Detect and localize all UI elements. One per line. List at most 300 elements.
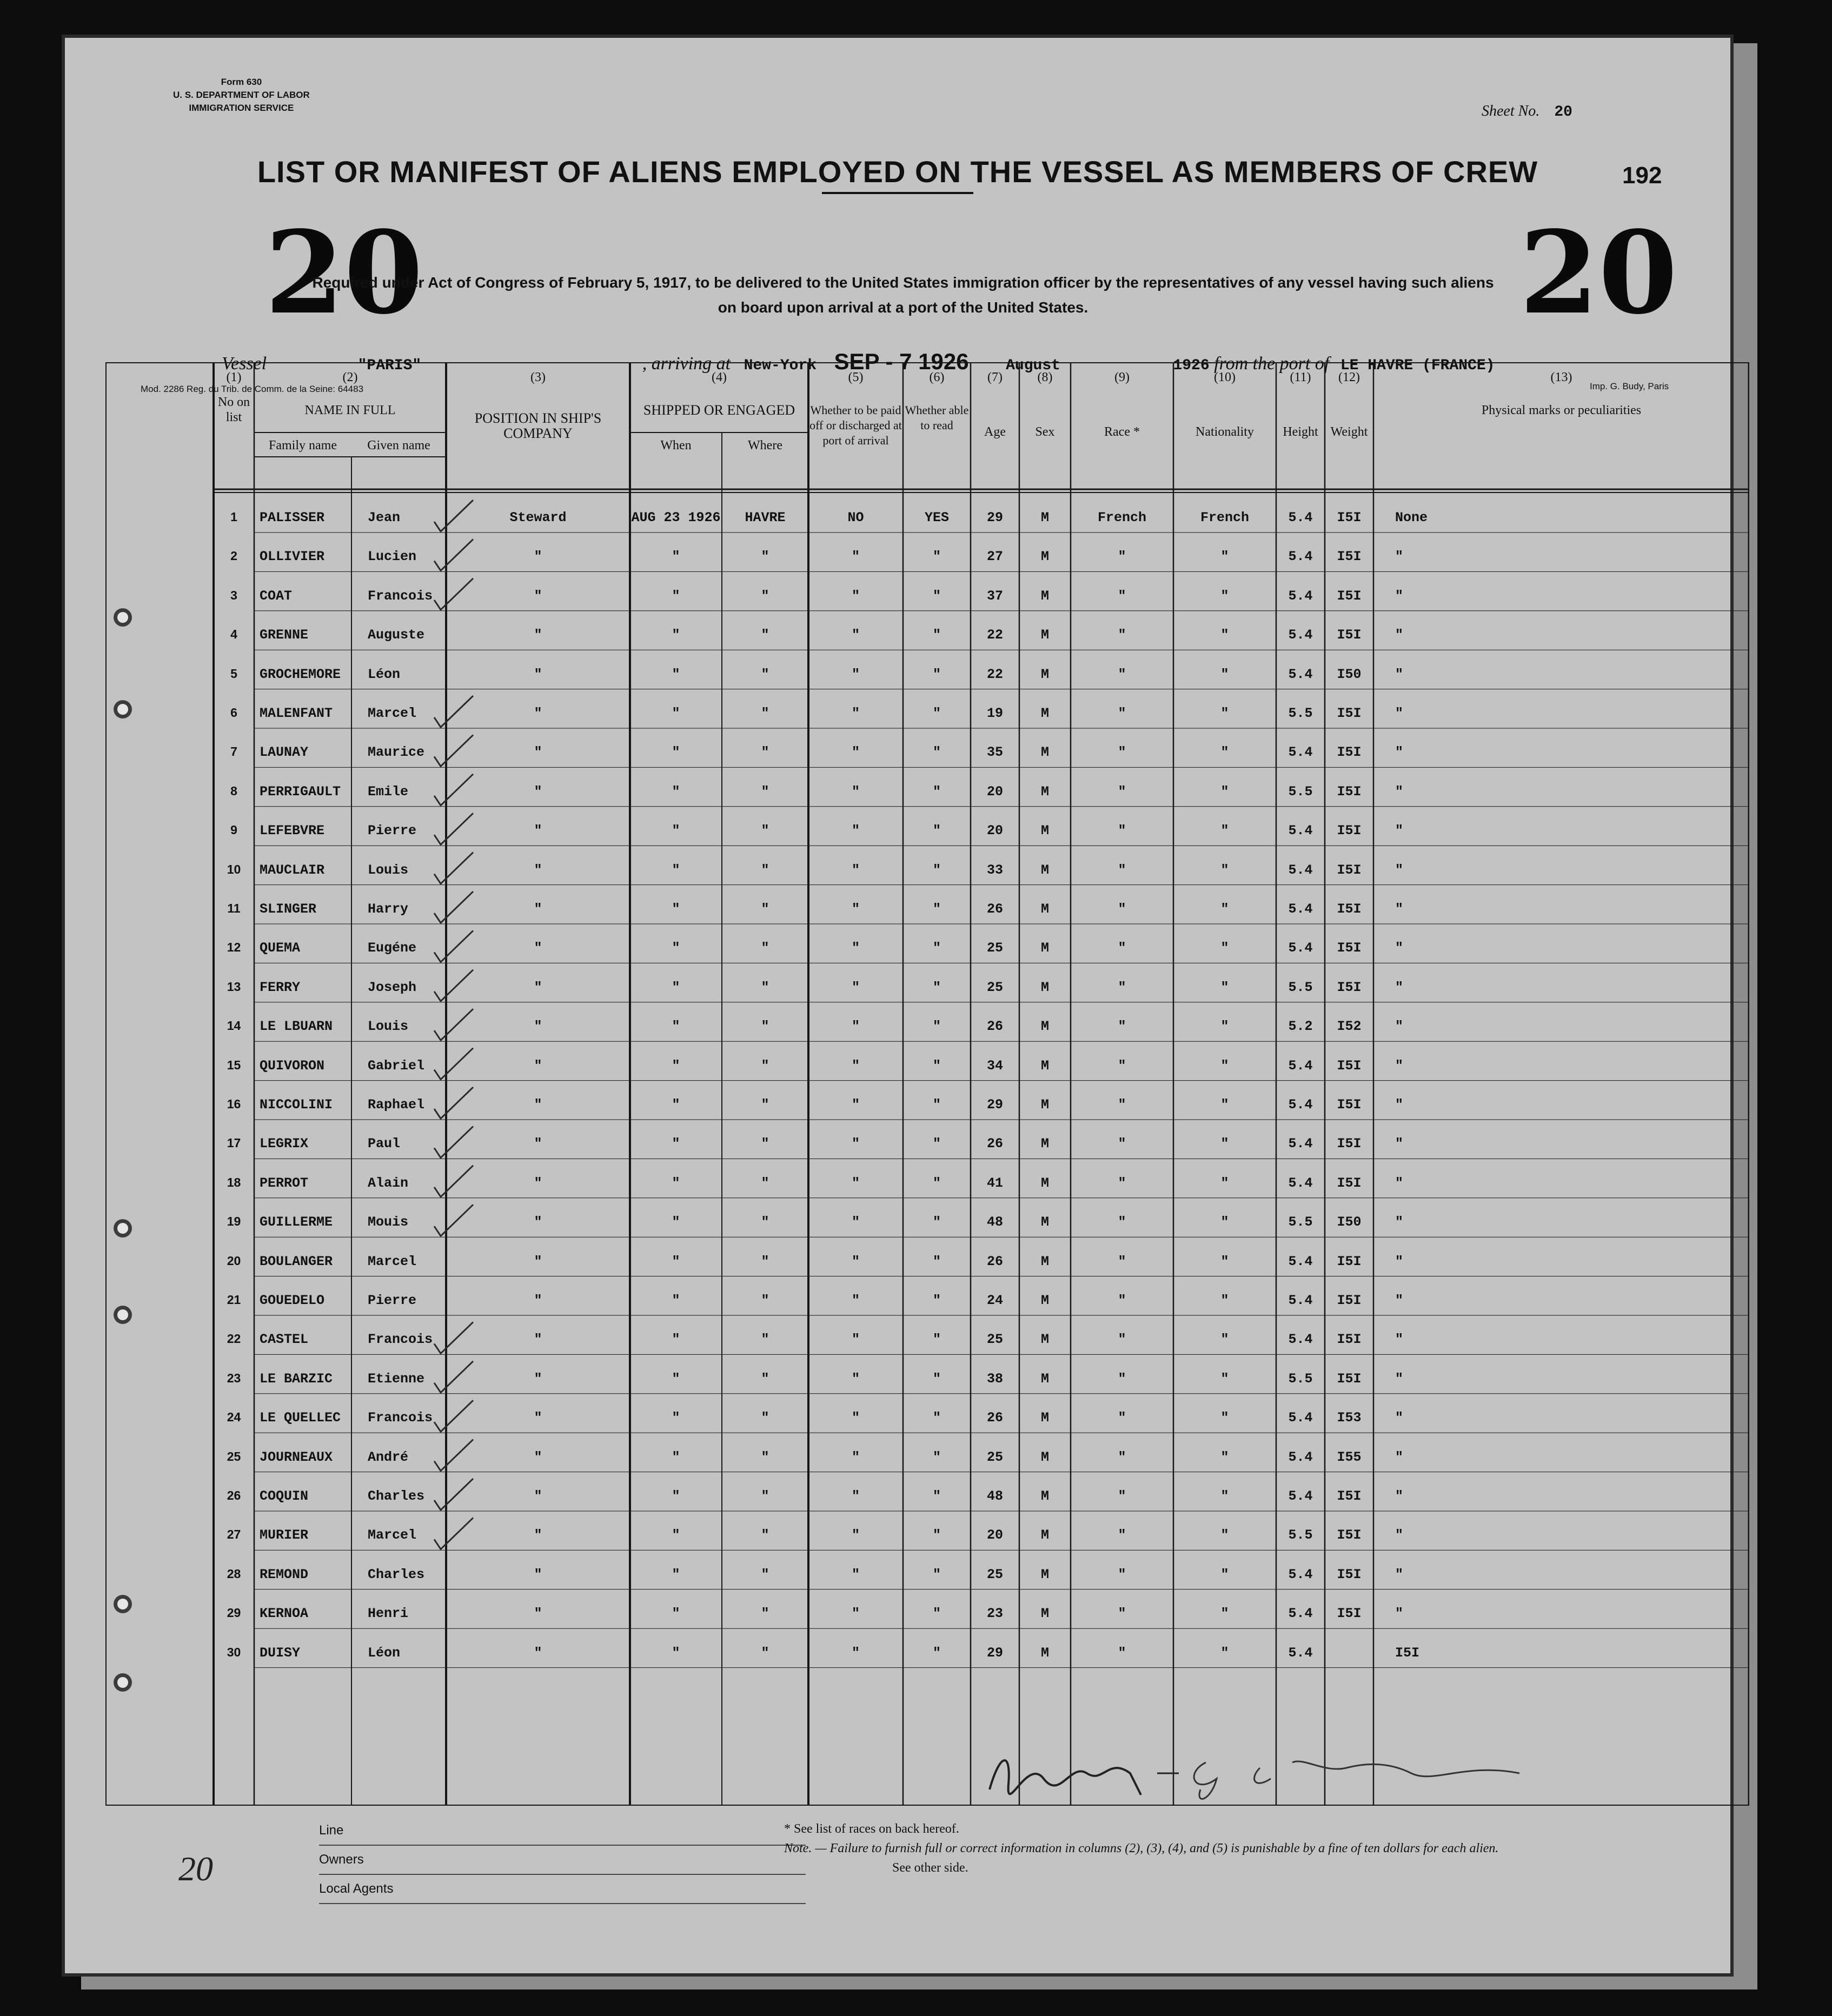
shipped-when: ": [672, 666, 680, 682]
age: 29: [986, 1097, 1003, 1113]
position: ": [534, 706, 542, 721]
physical-marks: I5I: [1395, 1645, 1420, 1661]
weight: I5I: [1337, 588, 1362, 604]
position: ": [534, 744, 542, 761]
shipped-when: ": [672, 1370, 680, 1387]
family-name: KERNOA: [260, 1606, 309, 1622]
family-name: MURIER: [260, 1527, 309, 1543]
given-name: Léon: [368, 666, 401, 682]
column-number: (9): [1114, 370, 1130, 384]
shipped-when: AUG 23 1926: [631, 510, 721, 525]
age: 26: [986, 1019, 1003, 1035]
race: ": [1118, 1566, 1126, 1582]
family-name: PALISSER: [260, 510, 325, 525]
race: ": [1118, 588, 1126, 604]
weight: I5I: [1337, 979, 1362, 995]
position: ": [534, 549, 542, 565]
height: 5.4: [1288, 1057, 1313, 1074]
height: 5.5: [1288, 1370, 1313, 1387]
sex: M: [1040, 1057, 1049, 1074]
race: ": [1118, 1527, 1126, 1543]
shipped-where: ": [761, 862, 769, 878]
physical-marks: ": [1395, 1057, 1404, 1074]
column-header-name-in-full: NAME IN FULL: [304, 403, 396, 417]
row-number: 30: [227, 1645, 241, 1659]
race: ": [1118, 1136, 1126, 1152]
age: 20: [986, 783, 1003, 800]
height: 5.4: [1288, 666, 1313, 682]
position: ": [534, 1214, 542, 1230]
able-to-read: ": [932, 1527, 941, 1543]
nationality: ": [1220, 1214, 1229, 1230]
column-header-paid-off: Whether to be paid off or discharged at port of arrival: [809, 403, 902, 447]
paid-off: ": [851, 706, 860, 721]
physical-marks: ": [1395, 1488, 1404, 1504]
nationality: ": [1220, 1606, 1229, 1622]
weight: I5I: [1337, 1370, 1362, 1387]
row-number: 5: [230, 666, 237, 681]
sheet-number: [1482, 103, 1572, 121]
footer-owners-label: Owners: [319, 1846, 806, 1875]
paid-off: ": [851, 1214, 860, 1230]
weight: I50: [1337, 1214, 1362, 1230]
physical-marks: ": [1395, 862, 1404, 878]
row-number: 19: [227, 1214, 241, 1229]
column-header-position: POSITION IN SHIP'S COMPANY: [474, 410, 602, 441]
paid-off: ": [851, 1370, 860, 1387]
shipped-when: ": [672, 1019, 680, 1035]
age: 25: [986, 1449, 1003, 1465]
departure-port: LE HAVRE (FRANCE): [1340, 357, 1495, 374]
sex: M: [1040, 1253, 1049, 1269]
column-number: (1): [226, 370, 242, 384]
weight: I5I: [1337, 1332, 1362, 1348]
row-number: 18: [227, 1175, 241, 1189]
departure-year: 1926: [1173, 357, 1210, 374]
family-name: LEGRIX: [260, 1136, 309, 1152]
race: ": [1118, 979, 1126, 995]
paid-off: ": [851, 823, 860, 839]
weight: I5I: [1337, 627, 1362, 643]
nationality: ": [1220, 666, 1229, 682]
registry-line: Mod. 2286 Reg. du Trib. de Comm. de la Seine: 64483: [141, 384, 364, 394]
column-header-height: Height: [1283, 425, 1318, 439]
height: 5.5: [1288, 1214, 1313, 1230]
column-header-sex: Sex: [1035, 425, 1055, 439]
paid-off: ": [851, 979, 860, 995]
column-header-where: Where: [748, 438, 782, 453]
nationality: ": [1220, 588, 1229, 604]
column-number: (7): [987, 370, 1003, 384]
position: ": [534, 1370, 542, 1387]
physical-marks: ": [1395, 1214, 1404, 1230]
able-to-read: ": [932, 1370, 941, 1387]
sex: M: [1040, 1645, 1049, 1661]
position: ": [534, 940, 542, 956]
height: 5.4: [1288, 1293, 1313, 1308]
paid-off: ": [851, 1410, 860, 1426]
vessel-label: Vessel: [222, 354, 267, 374]
family-name: LE BARZIC: [260, 1370, 333, 1387]
column-header-given-name: Given name: [367, 438, 430, 453]
weight: I55: [1337, 1449, 1362, 1465]
physical-marks: ": [1395, 1293, 1404, 1308]
row-number: 11: [227, 901, 241, 915]
requirement-text: [200, 270, 1606, 320]
sex: M: [1040, 1370, 1049, 1387]
given-name: Charles: [368, 1488, 425, 1504]
age: 34: [986, 1057, 1003, 1074]
column-header-physical: Physical marks or peculiarities: [1481, 403, 1642, 417]
able-to-read: ": [932, 627, 941, 643]
shipped-where: ": [761, 1370, 769, 1387]
paid-off: ": [851, 588, 860, 604]
race: ": [1118, 666, 1126, 682]
given-name: Louis: [368, 862, 409, 878]
able-to-read: ": [932, 706, 941, 721]
able-to-read: ": [932, 823, 941, 839]
physical-marks: ": [1395, 1332, 1404, 1348]
row-number: 10: [227, 862, 241, 876]
able-to-read: ": [932, 744, 941, 761]
row-number: 8: [230, 783, 237, 798]
shipped-where: ": [761, 901, 769, 917]
weight: I52: [1337, 1019, 1362, 1035]
sex: M: [1040, 823, 1049, 839]
able-to-read: ": [932, 1214, 941, 1230]
shipped-when: ": [672, 1645, 680, 1661]
stamp-number-left: 20: [265, 206, 423, 340]
race: ": [1118, 1410, 1126, 1426]
age: 26: [986, 1253, 1003, 1269]
paid-off: ": [851, 1253, 860, 1269]
footer-line-label: Line: [319, 1817, 806, 1846]
sex: M: [1040, 744, 1049, 761]
physical-marks: None: [1395, 510, 1428, 525]
age: 29: [986, 1645, 1003, 1661]
height: 5.4: [1288, 549, 1313, 565]
shipped-when: ": [672, 1332, 680, 1348]
physical-marks: ": [1395, 744, 1404, 761]
service-name: IMMIGRATION SERVICE: [189, 103, 294, 113]
able-to-read: ": [932, 1253, 941, 1269]
shipped-when: ": [672, 1449, 680, 1465]
weight: I5I: [1337, 549, 1362, 565]
family-name: JOURNEAUX: [260, 1449, 333, 1465]
able-to-read: ": [932, 1097, 941, 1113]
column-number: (13): [1550, 370, 1572, 384]
shipped-when: ": [672, 1057, 680, 1074]
given-name: Pierre: [368, 1293, 417, 1308]
nationality: ": [1220, 1410, 1229, 1426]
shipped-where: ": [761, 1214, 769, 1230]
family-name: QUEMA: [260, 940, 301, 956]
weight: I5I: [1337, 1136, 1362, 1152]
physical-marks: ": [1395, 627, 1404, 643]
shipped-when: ": [672, 1097, 680, 1113]
able-to-read: ": [932, 1645, 941, 1661]
able-to-read: ": [932, 979, 941, 995]
weight: I5I: [1337, 1175, 1362, 1191]
given-name: Francois: [368, 1332, 433, 1348]
position: ": [534, 1410, 542, 1426]
given-name: Marcel: [368, 1253, 417, 1269]
age: 29: [986, 510, 1003, 525]
paid-off: ": [851, 783, 860, 800]
able-to-read: ": [932, 1293, 941, 1308]
binder-hole: [114, 1595, 132, 1613]
family-name: COQUIN: [260, 1488, 309, 1504]
race: ": [1118, 1332, 1126, 1348]
sex: M: [1040, 1019, 1049, 1035]
row-number: 28: [227, 1566, 241, 1581]
height: 5.4: [1288, 1566, 1313, 1582]
physical-marks: ": [1395, 1566, 1404, 1582]
sex: M: [1040, 1449, 1049, 1465]
weight: I5I: [1337, 783, 1362, 800]
shipped-when: ": [672, 588, 680, 604]
shipped-where: ": [761, 1410, 769, 1426]
sex: M: [1040, 901, 1049, 917]
shipped-where: ": [761, 1136, 769, 1152]
given-name: Auguste: [368, 627, 425, 643]
family-name: REMOND: [260, 1566, 309, 1582]
nationality: ": [1220, 1566, 1229, 1582]
physical-marks: ": [1395, 706, 1404, 721]
form-header: [173, 76, 310, 115]
weight: I5I: [1337, 1566, 1362, 1582]
given-name: Marcel: [368, 706, 417, 721]
age: 20: [986, 823, 1003, 839]
physical-marks: ": [1395, 901, 1404, 917]
race: ": [1118, 862, 1126, 878]
nationality: ": [1220, 1645, 1229, 1661]
race: ": [1118, 627, 1126, 643]
row-number: 6: [230, 706, 237, 720]
note-races: * See list of races on back hereof.: [784, 1822, 959, 1836]
physical-marks: ": [1395, 940, 1404, 956]
able-to-read: ": [932, 940, 941, 956]
requirement-line-2: on board upon arrival at a port of the United States.: [718, 299, 1088, 316]
family-name: COAT: [260, 588, 293, 604]
paid-off: ": [851, 1606, 860, 1622]
column-number: (5): [848, 370, 864, 384]
shipped-where: ": [761, 1057, 769, 1074]
column-header-race: Race *: [1104, 425, 1140, 439]
position: ": [534, 1566, 542, 1582]
family-name: PERRIGAULT: [260, 783, 341, 800]
note-see-other-side: See other side.: [892, 1861, 968, 1875]
nationality: ": [1220, 1332, 1229, 1348]
position: ": [534, 1136, 542, 1152]
row-number: 3: [230, 588, 237, 602]
weight: I5I: [1337, 823, 1362, 839]
paid-off: ": [851, 1175, 860, 1191]
shipped-where: ": [761, 1019, 769, 1035]
position: ": [534, 1057, 542, 1074]
paid-off: NO: [847, 510, 864, 525]
weight: I50: [1337, 666, 1362, 682]
age: 48: [986, 1214, 1003, 1230]
paid-off: ": [851, 1527, 860, 1543]
height: 5.4: [1288, 1253, 1313, 1269]
height: 5.4: [1288, 1488, 1313, 1504]
race: ": [1118, 549, 1126, 565]
age: 26: [986, 901, 1003, 917]
shipped-where: ": [761, 823, 769, 839]
sex: M: [1040, 862, 1049, 878]
physical-marks: ": [1395, 1449, 1404, 1465]
requirement-line-1: Required under Act of Congress of February 5, 1917, to be delivered to the United States immigration officer by the representatives of any vessel having such aliens: [312, 274, 1494, 291]
race: ": [1118, 1370, 1126, 1387]
position: ": [534, 1175, 542, 1191]
able-to-read: ": [932, 783, 941, 800]
given-name: Pierre: [368, 823, 417, 839]
race: ": [1118, 940, 1126, 956]
position: ": [534, 901, 542, 917]
sex: M: [1040, 1527, 1049, 1543]
given-name: Charles: [368, 1566, 425, 1582]
race: ": [1118, 706, 1126, 721]
given-name: Henri: [368, 1606, 409, 1622]
age: 25: [986, 979, 1003, 995]
sex: M: [1040, 1606, 1049, 1622]
shipped-when: ": [672, 1136, 680, 1152]
paid-off: ": [851, 1057, 860, 1074]
able-to-read: ": [932, 549, 941, 565]
paid-off: ": [851, 1449, 860, 1465]
row-number: 9: [230, 823, 237, 837]
nationality: ": [1220, 783, 1229, 800]
family-name: SLINGER: [260, 901, 317, 917]
weight: I5I: [1337, 901, 1362, 917]
given-name: Léon: [368, 1645, 401, 1661]
nationality: French: [1200, 510, 1249, 525]
given-name: Jean: [368, 510, 401, 525]
able-to-read: YES: [924, 510, 949, 525]
position: ": [534, 1019, 542, 1035]
position: ": [534, 627, 542, 643]
sex: M: [1040, 1293, 1049, 1308]
given-name: Etienne: [368, 1370, 425, 1387]
given-name: Gabriel: [368, 1057, 425, 1074]
sex: M: [1040, 627, 1049, 643]
race: ": [1118, 1175, 1126, 1191]
row-number: 13: [227, 979, 241, 994]
height: 5.4: [1288, 744, 1313, 761]
binder-hole: [114, 1219, 132, 1237]
row-number: 27: [227, 1527, 241, 1542]
height: 5.4: [1288, 627, 1313, 643]
column-number: (4): [712, 370, 727, 384]
given-name: Paul: [368, 1136, 401, 1152]
position: ": [534, 1253, 542, 1269]
able-to-read: ": [932, 901, 941, 917]
physical-marks: ": [1395, 1253, 1404, 1269]
nationality: ": [1220, 901, 1229, 917]
column-header-nationality: Nationality: [1196, 425, 1254, 439]
physical-marks: ": [1395, 1606, 1404, 1622]
age: 26: [986, 1136, 1003, 1152]
nationality: ": [1220, 979, 1229, 995]
race: ": [1118, 1057, 1126, 1074]
position: ": [534, 783, 542, 800]
document-title: LIST OR MANIFEST OF ALIENS EMPLOYED ON THE VESSEL AS MEMBERS OF CREW: [257, 155, 1538, 189]
sex: M: [1040, 1097, 1049, 1113]
physical-marks: ": [1395, 783, 1404, 800]
row-number: 23: [227, 1370, 241, 1385]
family-name: LEFEBVRE: [260, 823, 325, 839]
family-name: GUILLERME: [260, 1214, 333, 1230]
age: 22: [986, 666, 1003, 682]
column-number: (10): [1214, 370, 1236, 384]
position: Steward: [509, 510, 567, 525]
nationality: ": [1220, 1057, 1229, 1074]
shipped-where: ": [761, 783, 769, 800]
physical-marks: ": [1395, 1370, 1404, 1387]
age: 19: [986, 706, 1003, 721]
given-name: Mouis: [368, 1214, 409, 1230]
race: ": [1118, 1214, 1126, 1230]
height: 5.5: [1288, 706, 1313, 721]
paid-off: ": [851, 1097, 860, 1113]
height: 5.4: [1288, 1136, 1313, 1152]
position: ": [534, 1449, 542, 1465]
family-name: LE LBUARN: [260, 1019, 333, 1035]
paid-off: ": [851, 1488, 860, 1504]
nationality: ": [1220, 862, 1229, 878]
shipped-where: ": [761, 549, 769, 565]
able-to-read: ": [932, 1332, 941, 1348]
position: ": [534, 666, 542, 682]
printer-line: Imp. G. Budy, Paris: [1590, 381, 1669, 391]
height: 5.4: [1288, 823, 1313, 839]
nationality: ": [1220, 1527, 1229, 1543]
paid-off: ": [851, 549, 860, 565]
family-name: PERROT: [260, 1175, 309, 1191]
shipped-when: ": [672, 1488, 680, 1504]
race: ": [1118, 823, 1126, 839]
nationality: ": [1220, 1097, 1229, 1113]
nationality: ": [1220, 1253, 1229, 1269]
nationality: ": [1220, 744, 1229, 761]
position: ": [534, 823, 542, 839]
shipped-where: ": [761, 1097, 769, 1113]
sex: M: [1040, 940, 1049, 956]
shipped-where: ": [761, 1527, 769, 1543]
sex: M: [1040, 1566, 1049, 1582]
able-to-read: ": [932, 1566, 941, 1582]
given-name: Emile: [368, 783, 409, 800]
position: ": [534, 1527, 542, 1543]
weight: I5I: [1337, 1606, 1362, 1622]
paid-off: ": [851, 940, 860, 956]
race: ": [1118, 1253, 1126, 1269]
able-to-read: ": [932, 1175, 941, 1191]
column-header-when: When: [660, 438, 692, 453]
height: 5.2: [1288, 1019, 1313, 1035]
column-header-age: Age: [984, 425, 1006, 439]
paid-off: ": [851, 627, 860, 643]
nationality: ": [1220, 1293, 1229, 1308]
shipped-where: ": [761, 1175, 769, 1191]
shipped-when: ": [672, 979, 680, 995]
shipped-when: ": [672, 901, 680, 917]
physical-marks: ": [1395, 979, 1404, 995]
shipped-when: ": [672, 1293, 680, 1308]
weight: I5I: [1337, 862, 1362, 878]
able-to-read: ": [932, 1449, 941, 1465]
